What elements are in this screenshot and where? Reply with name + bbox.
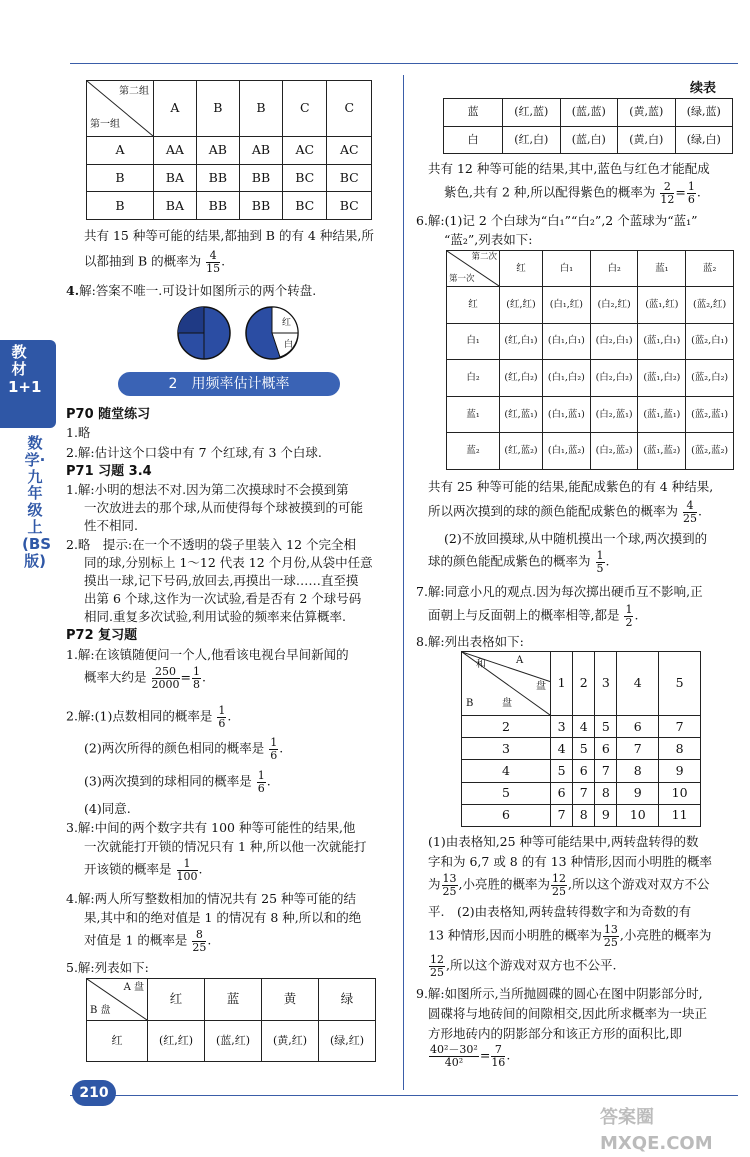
table-cell: 6 [573, 760, 595, 782]
table-cell: BB [196, 164, 239, 192]
table-header-cell: 4 [617, 652, 659, 716]
corner-label-bottom: 第一次 [449, 274, 475, 285]
table-cell: 5 [551, 760, 573, 782]
table-row [462, 738, 701, 760]
spinner-two [244, 305, 300, 361]
table-cell: 红 [447, 287, 500, 324]
table-header-cell: 红 [148, 979, 205, 1021]
text-line-with-fraction: (3)两次摸到的球相同的概率是 $\frac{1}{6}$ . [84, 769, 271, 795]
table-row [87, 137, 372, 165]
text-line-with-fraction: 球的颜色能配成紫色的概率为 $\frac{1}{5}$ . [428, 549, 610, 575]
table-cell: BC [283, 164, 327, 192]
sum-table [461, 651, 701, 827]
section-title-p72: P72 复习题 [66, 628, 138, 643]
table-cell: 白₂ [447, 360, 500, 397]
table-cell: 7 [659, 716, 701, 738]
text-line-with-fraction: 紫色,共有 2 种,所以配得紫色的概率为 $\frac{2}{12}$ = $\frac{1}{6}$ . [444, 180, 701, 206]
table-header-cell: 绿 [319, 979, 376, 1021]
fraction [603, 924, 619, 948]
text-span: 开该锁的概率是 [84, 861, 172, 877]
table-cell: 4 [573, 716, 595, 738]
table-cell: BC [327, 164, 372, 192]
table-cell: 5 [595, 716, 617, 738]
table-cell: 4 [551, 738, 573, 760]
numerator: 1 [270, 736, 278, 749]
text-line: 方形地砖内的阴影部分和该正方形的面积比,即 [428, 1026, 682, 1041]
text-line-with-fraction: 概率大约是 $\frac{250}{2000}$ = $\frac{1}{8}$ . [84, 665, 206, 691]
table-cell: 8 [659, 738, 701, 760]
table-header-cell: 白₂ [590, 251, 638, 287]
text-span: 为 [428, 876, 441, 892]
table-cell: (蓝,红) [205, 1021, 262, 1062]
table-cell: (白₁,蓝₁) [542, 396, 590, 433]
table-cell: (红,红) [500, 287, 543, 324]
table-cell: (蓝₁,蓝₂) [638, 433, 686, 470]
numerator: 4 [683, 500, 697, 513]
table-cell: BB [196, 192, 239, 220]
table-row [447, 396, 734, 433]
table-header-cell: 1 [551, 652, 573, 716]
fraction [624, 604, 633, 628]
table-cell: (白₁,蓝₂) [542, 433, 590, 470]
text-line-with-fraction [428, 873, 709, 897]
text-line: 1.略 [66, 425, 91, 440]
denominator: 100 [176, 869, 198, 883]
table-cell: 2 [462, 716, 551, 738]
top-rule [70, 63, 738, 64]
table-cell: 7 [595, 760, 617, 782]
denominator: 25 [683, 511, 697, 525]
table-cell: BA [154, 192, 197, 220]
denominator: 25 [192, 940, 207, 954]
text-span: ,小亮胜的概率为 [619, 927, 712, 943]
numerator: 7 [491, 1044, 505, 1057]
corner-label-top: 第二组 [119, 86, 149, 97]
table-cell: 4 [462, 760, 551, 782]
table-cell: (红,白₂) [500, 360, 543, 397]
text-line: 共有 25 种等可能的结果,能配成紫色的有 4 种结果, [428, 479, 714, 494]
fraction [192, 666, 201, 690]
table-cell: BC [283, 192, 327, 220]
corner-label-pan: 盘 [536, 681, 546, 692]
denominator: 6 [218, 716, 226, 730]
table-cell: 白₁ [447, 323, 500, 360]
text-line-with-fraction: 面朝上与反面朝上的概率相等,都是 $\frac{1}{2}$ . [428, 603, 639, 629]
denominator: 25 [552, 884, 566, 898]
text-span: 紫色,共有 2 种,所以配得紫色的概率为 [444, 184, 656, 200]
table-cell: 3 [462, 738, 551, 760]
table-row [447, 287, 734, 324]
sidebar-tab [0, 340, 56, 428]
table-row [444, 126, 733, 154]
table-cell: (红,红) [148, 1021, 205, 1062]
text-span: 面朝上与反面朝上的概率相等,都是 [428, 607, 620, 623]
denominator: 25 [603, 935, 618, 949]
table-row [447, 433, 734, 470]
table-cell: (白₂,蓝₁) [590, 396, 638, 433]
numerator: 1 [257, 769, 265, 782]
text-line: 出第 6 个球,这作为一次试验,看是否有 2 个球号码 [84, 591, 362, 606]
corner-label-top: 第二次 [471, 252, 497, 262]
table-header-cell: B [239, 81, 282, 137]
table-cell: B [87, 164, 154, 192]
denominator: 25 [430, 965, 444, 979]
text-span: (2)两次所得的颜色相同的概率是 [84, 740, 265, 756]
table-cell: AB [196, 137, 239, 165]
table-cell: 6 [595, 738, 617, 760]
sum-table-corner [462, 652, 551, 716]
fraction [429, 954, 445, 978]
spinner-label-red: 红 [282, 318, 292, 328]
table-cell: 8 [595, 782, 617, 804]
fraction [596, 550, 605, 574]
table-cell: 蓝₂ [447, 433, 500, 470]
table-header-cell: 黄 [262, 979, 319, 1021]
table-cell: 8 [617, 760, 659, 782]
text-line: 果,其中和的绝对值是 1 的情况有 8 种,所以和的绝 [84, 910, 362, 925]
text-line: 4.解:两人所写整数相加的情况共有 25 种等可能的结 [66, 891, 356, 906]
ball-table-corner [447, 251, 500, 287]
fraction [269, 737, 278, 761]
text-line: 2.略 提示:在一个不透明的袋子里装入 12 个完全相 [66, 537, 356, 552]
spinner-label-white: 白 [284, 340, 294, 350]
table-cell: 11 [659, 804, 701, 826]
numerator: 13 [442, 872, 457, 885]
table-cell: 蓝 [444, 99, 503, 127]
corner-label-a: A [516, 655, 524, 666]
table-cell: (蓝₁,白₁) [638, 323, 686, 360]
group-table [86, 80, 372, 220]
table-header-cell: 红 [500, 251, 543, 287]
continued-label: 续表 [690, 81, 717, 96]
table-cell: 红 [87, 1021, 148, 1062]
table-cell: (蓝₁,蓝₁) [638, 396, 686, 433]
table-cell: (黄,蓝) [618, 99, 676, 127]
text-line: 1.解:在该镇随便问一个人,他看该电视台早间新闻的 [66, 647, 349, 662]
table-header-cell: C [327, 81, 372, 137]
text-line: 6.解:(1)记 2 个白球为“白₁”“白₂”,2 个蓝球为“蓝₁” [416, 213, 698, 228]
table-cell: (白₂,蓝₂) [590, 433, 638, 470]
fraction [177, 858, 198, 882]
table-cell: BC [327, 192, 372, 220]
text-line: (2)不放回摸球,从中随机摸出一个球,两次摸到的 [444, 531, 708, 546]
section-banner: 2 用频率估计概率 [118, 372, 340, 396]
table-cell: 白 [444, 126, 503, 154]
denominator: 15 [206, 261, 221, 275]
table-cell: (蓝₂,蓝₂) [686, 433, 734, 470]
table-cell: (黄,红) [262, 1021, 319, 1062]
table-cell: 7 [551, 804, 573, 826]
text-span: 对值是 1 的概率是 [84, 932, 188, 948]
text-line: (1)由表格知,25 种等可能结果中,两转盘转得的数 [428, 834, 699, 849]
table-cell: B [87, 192, 154, 220]
text-line: 7.解:同意小凡的观点.因为每次掷出硬币互不影响,正 [416, 584, 703, 599]
fraction [442, 873, 458, 897]
numerator: 12 [430, 953, 444, 966]
numerator: 40²－30² [430, 1043, 478, 1056]
watermark: 答案圈 MXQE.COM [600, 1107, 713, 1155]
table-cell: 7 [617, 738, 659, 760]
text-line-with-fraction: $\frac{\text{40²－30²}}{\text{40²}}$ = $\frac{7}{16}$ . [430, 1043, 511, 1069]
text-span: 所以两次摸到的球的颜色能配成紫色的概率为 [428, 503, 679, 519]
sidebar-subject: 数学·九年级上(BS版) [22, 434, 52, 570]
table-cell: 10 [659, 782, 701, 804]
numerator: 1 [192, 665, 200, 678]
table-cell: (白₁,白₂) [542, 360, 590, 397]
question-number: 4. [66, 283, 80, 298]
text-line-with-fraction: (2)两次所得的颜色相同的概率是 $\frac{1}{6}$ . [84, 736, 284, 762]
text-line-with-fraction: 2.解:(1)点数相同的概率是 $\frac{1}{6}$ . [66, 704, 232, 730]
table-cell: 6 [617, 716, 659, 738]
table-cell: (蓝₂,红) [686, 287, 734, 324]
numerator: 12 [552, 872, 566, 885]
text-line: 性不相同. [84, 518, 138, 533]
table-cell: 9 [659, 760, 701, 782]
denominator: 5 [596, 561, 604, 575]
table-cell: BA [154, 164, 197, 192]
table-header-cell: 蓝 [205, 979, 262, 1021]
table-cell: A [87, 137, 154, 165]
text-line-with-fraction: 开该锁的概率是 $\frac{1}{100}$ . [84, 857, 203, 883]
text-span: ,小亮胜的概率为 [458, 876, 550, 892]
column-divider [403, 75, 404, 1090]
table-row [87, 1021, 376, 1062]
table-header-cell: C [283, 81, 327, 137]
group-table-corner [87, 81, 154, 137]
table-cell: (绿,红) [319, 1021, 376, 1062]
table-cell: 9 [595, 804, 617, 826]
text-span: ,所以这个游戏对双方也不公平. [446, 957, 617, 973]
table-cell: (红,蓝₂) [500, 433, 543, 470]
table-cell: (蓝₁,白₂) [638, 360, 686, 397]
text-span: 球的颜色能配成紫色的概率为 [428, 553, 591, 569]
table-header-cell: 蓝₁ [638, 251, 686, 287]
numerator: 8 [192, 929, 206, 942]
table-cell: (红,蓝₁) [500, 396, 543, 433]
table-header-cell: B [196, 81, 239, 137]
table-cell: (绿,白) [675, 126, 733, 154]
table-header-cell: 2 [573, 652, 595, 716]
text-line-with-fraction: 对值是 1 的概率是 $\frac{8}{25}$ . [84, 928, 212, 954]
color-table-corner [87, 979, 148, 1021]
text-line: 同的球,分别标上 1～12 代表 12 个月份,从袋中任意 [84, 555, 373, 570]
text-span: 13 种情形,因而小明胜的概率为 [428, 927, 602, 943]
table-cell: AC [327, 137, 372, 165]
table-cell: 10 [617, 804, 659, 826]
text-line: 3.解:中间的两个数字共有 100 种等可能性的结果,他 [66, 820, 356, 835]
table-cell: (黄,白) [618, 126, 676, 154]
text-line: 摸出一球,记下号码,放回去,再摸出一球……直至摸 [84, 573, 359, 588]
text-line: 2.解:估计这个口袋中有 7 个红球,有 3 个白球. [66, 445, 322, 460]
text-line: 5.解:列表如下: [66, 960, 149, 975]
corner-label-bottom: B 盘 [90, 1004, 111, 1016]
text-line: “蓝₂”,列表如下: [444, 232, 533, 247]
table-cell: BB [239, 192, 282, 220]
text-line: 1.解:小明的想法不对.因为第二次摸球时不会摸到第 [66, 482, 349, 497]
corner-label-pan-b: 盘 [502, 697, 512, 709]
fraction [551, 873, 567, 897]
table-cell: (白₁,红) [542, 287, 590, 324]
table-cell: AC [283, 137, 327, 165]
text-line-with-fraction: 所以两次摸到的球的颜色能配成紫色的概率为 $\frac{4}{25}$ . [428, 499, 702, 525]
fraction [257, 770, 266, 794]
table-cell: (蓝₂,蓝₁) [686, 396, 734, 433]
numerator: 13 [603, 923, 618, 936]
section-title-p70: P70 随堂练习 [66, 407, 151, 422]
bottom-rule [70, 1095, 738, 1096]
table-header-cell: 3 [595, 652, 617, 716]
table-cell: 7 [573, 782, 595, 804]
numerator: 250 [152, 666, 180, 679]
table-cell: (红,蓝) [503, 99, 561, 127]
section-title-p71: P71 习题 3.4 [66, 464, 152, 479]
table-row [447, 323, 734, 360]
table-header-cell: 白₁ [542, 251, 590, 287]
fraction [152, 666, 180, 690]
table-cell: (蓝,蓝) [560, 99, 618, 127]
denominator: 6 [687, 192, 695, 206]
table-row [462, 760, 701, 782]
fraction [491, 1044, 505, 1068]
denominator: 2 [625, 615, 633, 629]
denominator: 40² [444, 1055, 464, 1069]
table-cell: 3 [551, 716, 573, 738]
ball-table [446, 250, 734, 470]
table-header-cell: 5 [659, 652, 701, 716]
table-cell: (白₁,白₁) [542, 323, 590, 360]
table-cell: (蓝₁,红) [638, 287, 686, 324]
table-cell: (蓝₂,白₂) [686, 360, 734, 397]
fraction [683, 500, 697, 524]
table-cell: (绿,蓝) [675, 99, 733, 127]
text-line-with-fraction [428, 954, 616, 978]
text-line: 8.解:列出表格如下: [416, 634, 524, 649]
denominator: 6 [257, 781, 265, 795]
numerator: 1 [625, 603, 633, 616]
fraction [217, 705, 226, 729]
numerator: 4 [206, 250, 220, 263]
table-cell: (白₂,白₁) [590, 323, 638, 360]
denominator: 2000 [151, 677, 180, 691]
fraction [429, 1044, 479, 1068]
text-span: 概率大约是 [84, 669, 147, 685]
corner-label-bottom: 第一组 [90, 118, 120, 130]
table-row [462, 716, 701, 738]
text-line: 字和为 6,7 或 8 的有 13 种情形,因而小明胜的概率 [428, 854, 713, 869]
page-number: 210 [72, 1080, 116, 1106]
corner-label-top: A 盘 [123, 982, 144, 993]
text-span: 以都抽到 B 的概率为 [84, 253, 202, 269]
table-row [87, 164, 372, 192]
text-span: (3)两次摸到的球相同的概率是 [84, 773, 252, 789]
table-cell: 5 [462, 782, 551, 804]
table-row [462, 782, 701, 804]
sidebar [0, 340, 56, 640]
fraction [192, 929, 206, 953]
numerator: 1 [687, 180, 695, 193]
table-cell: 6 [551, 782, 573, 804]
table-row [447, 360, 734, 397]
text-line: 共有 12 种等可能的结果,其中,蓝色与红色才能配成 [428, 161, 710, 176]
denominator: 8 [192, 677, 200, 691]
table-header-cell: A [154, 81, 197, 137]
table-cell: (白₂,红) [590, 287, 638, 324]
text-line: 一次放进去的那个球,从而使得每个球被摸到的可能 [84, 500, 363, 515]
table-cell: 6 [462, 804, 551, 826]
text-line-with-fraction [428, 924, 711, 948]
table-header-cell: 蓝₂ [686, 251, 734, 287]
table-row [87, 192, 372, 220]
text-line: (4)同意. [84, 801, 131, 816]
fraction [687, 181, 696, 205]
sidebar-series: 教材1+1 [8, 343, 42, 396]
table-row [462, 804, 701, 826]
table-row [444, 99, 733, 127]
text-line: 平. (2)由表格知,两转盘转得数字和为奇数的有 [428, 904, 692, 919]
text-line: 相同.重复多次试验,利用试验的频率来估算概率. [84, 609, 346, 624]
numerator: 1 [596, 549, 604, 562]
corner-label-b: B [466, 697, 474, 709]
spinner-one [176, 305, 232, 361]
table-cell: (红,白) [503, 126, 561, 154]
table-cell: 5 [573, 738, 595, 760]
question-text: 解:答案不唯一.可设计如图所示的两个转盘. [79, 283, 317, 298]
text-line: 一次就能打开锁的情况只有 1 种,所以他一次就能打 [84, 839, 367, 854]
denominator: 16 [491, 1055, 506, 1069]
table-cell: (蓝₂,白₁) [686, 323, 734, 360]
color-table-continued [443, 98, 733, 154]
text-line-with-fraction: 以都抽到 B 的概率为 $\frac{4}{15}$ . [84, 249, 226, 275]
denominator: 6 [270, 748, 278, 762]
numerator: 2 [660, 181, 674, 194]
color-table [86, 978, 376, 1062]
table-cell: 8 [573, 804, 595, 826]
text-line: 9.解:如图所示,当所抛圆碟的圆心在图中阴影部分时, [416, 986, 703, 1001]
table-cell: (红,白₁) [500, 323, 543, 360]
fraction [660, 181, 674, 205]
table-cell: AA [154, 137, 197, 165]
table-cell: 蓝₁ [447, 396, 500, 433]
text-line: 共有 15 种等可能的结果,都抽到 B 的有 4 种结果,所 [84, 228, 374, 243]
numerator: 1 [177, 858, 198, 871]
fraction [206, 250, 220, 274]
question-4 [66, 282, 316, 300]
numerator: 1 [218, 704, 226, 717]
table-cell: (蓝,白) [560, 126, 618, 154]
text-span: 2.解:(1)点数相同的概率是 [66, 708, 213, 724]
table-cell: 9 [617, 782, 659, 804]
denominator: 25 [442, 884, 457, 898]
corner-label-sum: 和 [476, 659, 486, 670]
denominator: 12 [660, 192, 675, 206]
text-span: ,所以这个游戏对双方不公 [568, 876, 710, 892]
table-cell: BB [239, 164, 282, 192]
text-line: 圆碟将与地砖间的间隙相交,因此所求概率为一块正 [428, 1006, 707, 1021]
table-cell: AB [239, 137, 282, 165]
table-cell: (白₂,白₂) [590, 360, 638, 397]
